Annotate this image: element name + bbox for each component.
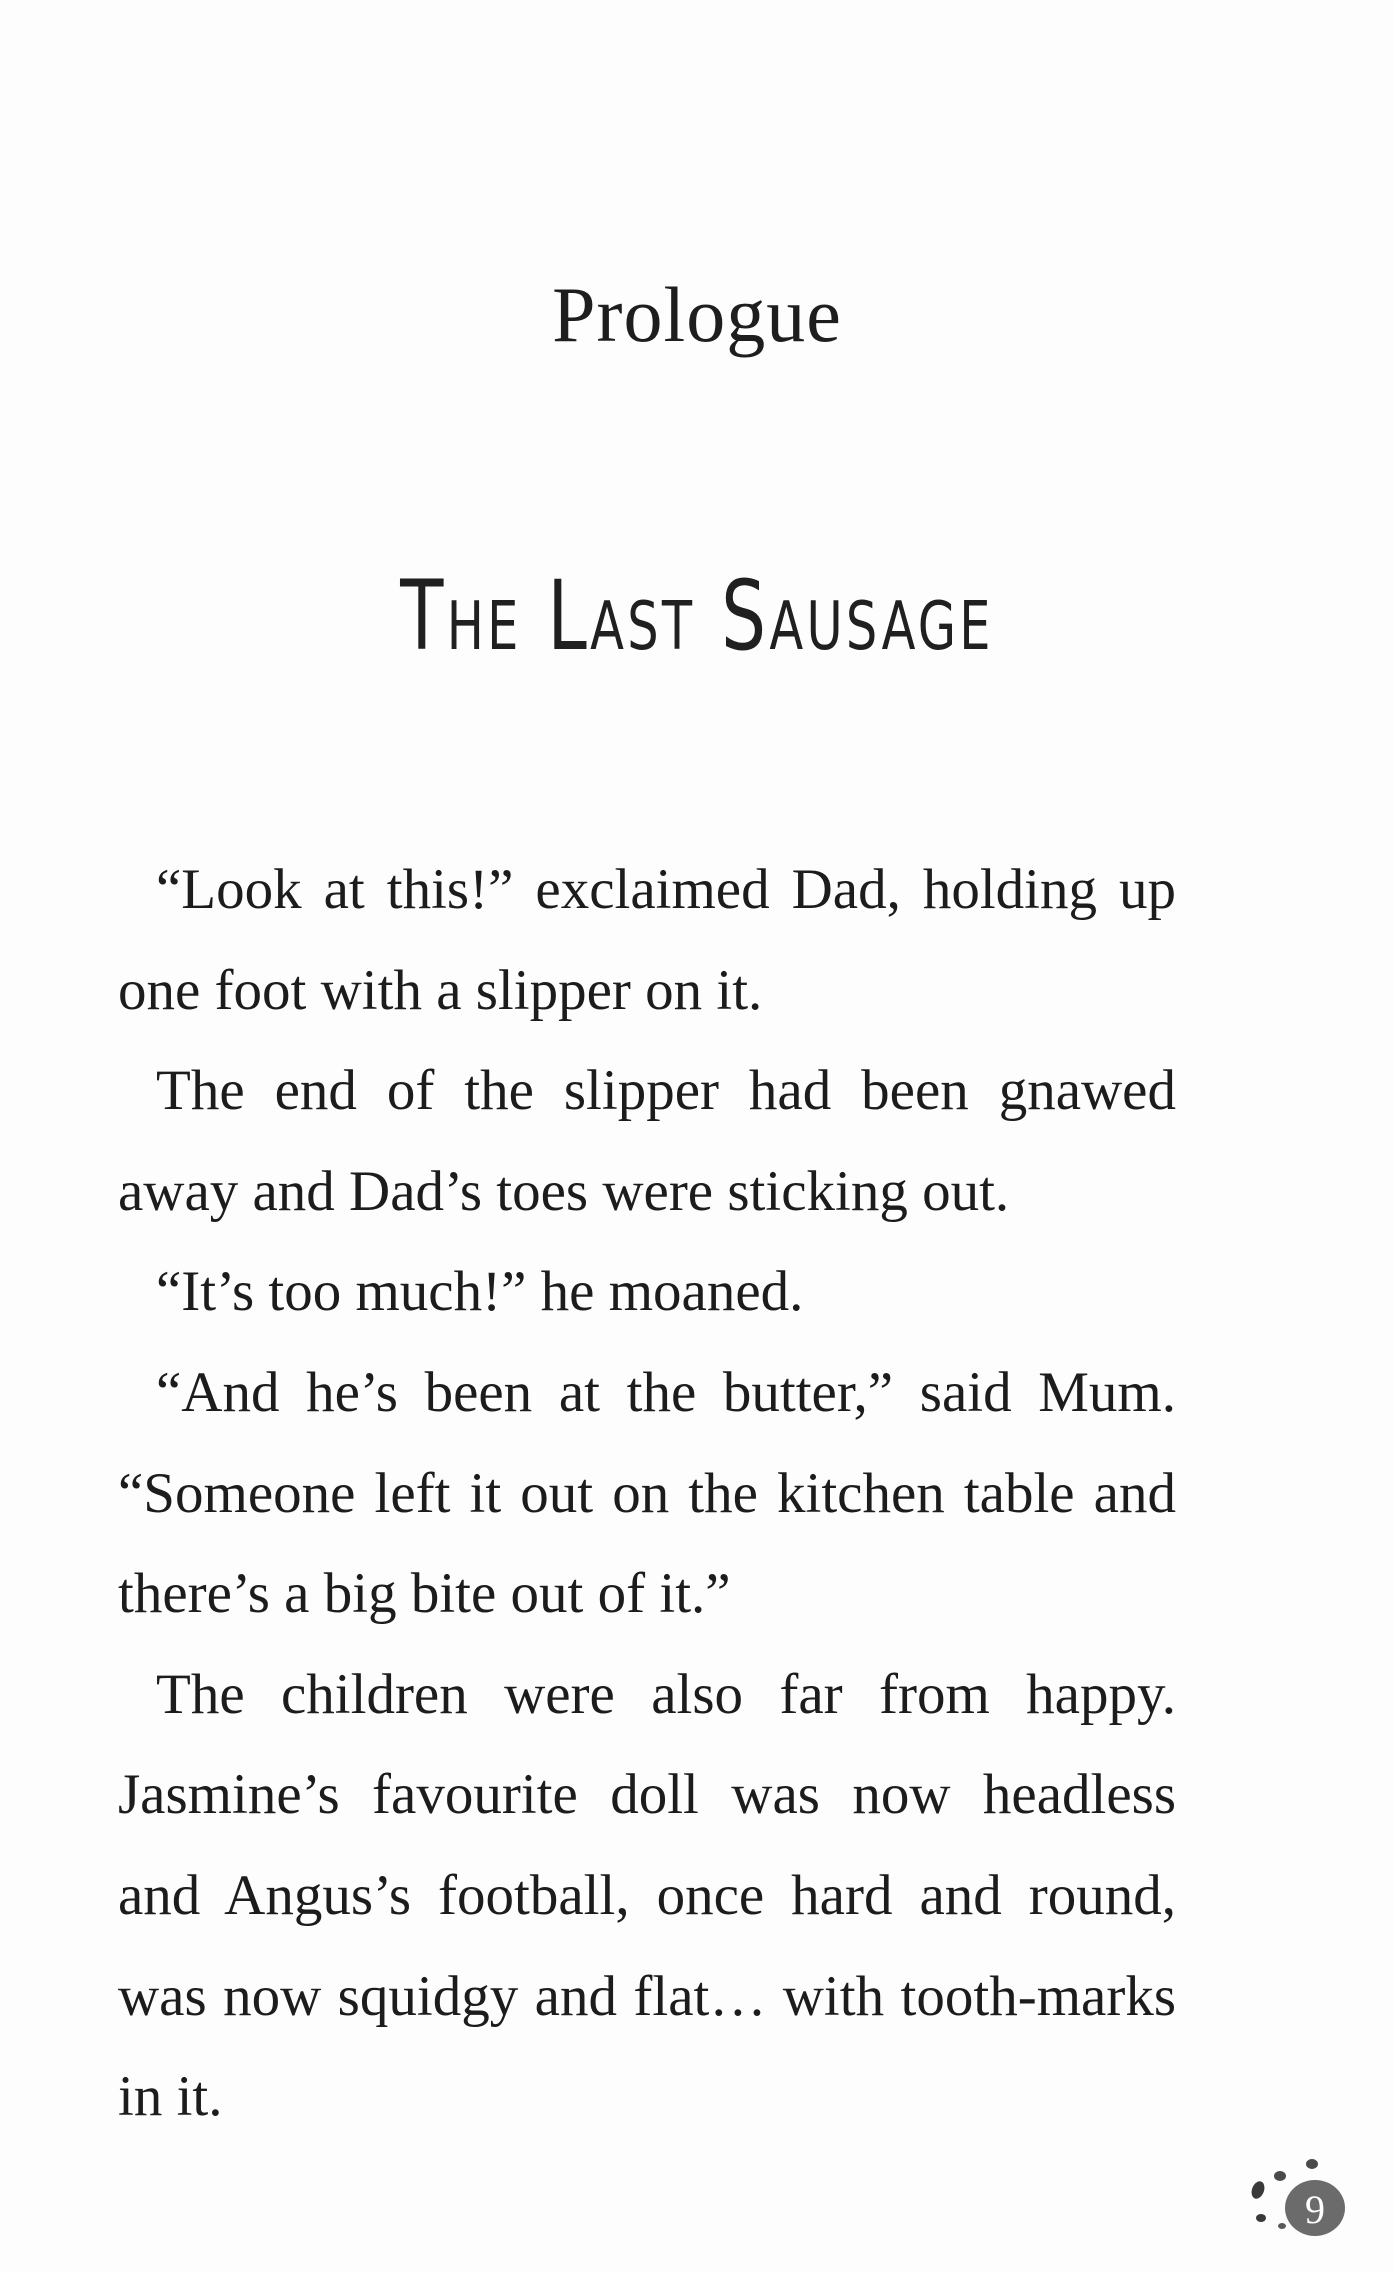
chapter-title [125,560,1268,672]
chapter-title-text: The Last Sausage [400,560,994,672]
paragraph-3: “It’s too much!” he moaned. [156,1260,804,1324]
paragraph-5: The children were also far from happy. Jasmine’s favourite doll was now headless and Angus’s football, once hard and round, was now squidgy and flat… with tooth-marks in it. [118,1662,1176,2129]
page-folio [1224,2150,1364,2250]
section-label: Prologue [552,271,842,358]
paragraph-2: The end of the slipper had been gnawed away and Dad’s toes were sticking out. [118,1059,1176,1223]
paragraph-1: “Look at this!” exclaimed Dad, holding up one foot with a slipper on it. [118,858,1176,1022]
paragraph-4: “And he’s been at the butter,” said Mum. “Someone left it out on the kitchen table and there’s a big bite out of it.” [118,1360,1176,1626]
page-number: 9 [1305,2187,1325,2232]
prologue-text [118,840,1176,2148]
